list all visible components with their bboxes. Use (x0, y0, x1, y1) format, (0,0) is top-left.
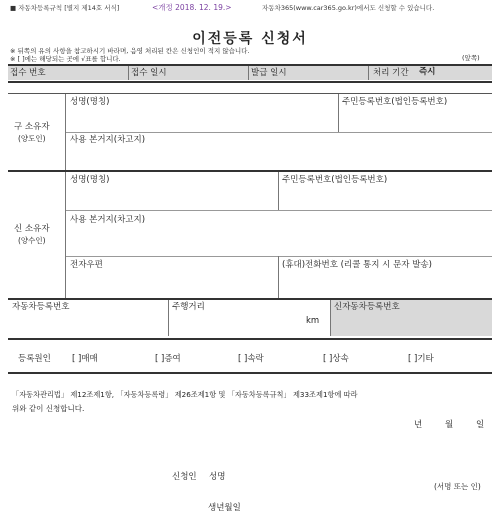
new-reg-number-label: 신자동차등록번호 (334, 302, 400, 312)
section-border (8, 170, 492, 172)
divider (65, 172, 66, 298)
new-owner-name-label: 성명(명칭) (70, 175, 110, 185)
receipt-number-label: 접수 번호 (10, 68, 46, 78)
mileage-label: 주행거리 (172, 302, 205, 312)
row-divider (66, 210, 492, 211)
new-owner-sublabel: (양수인) (18, 236, 46, 245)
online-note: 자동차365(www.car365.go.kr)에서도 신청할 수 있습니다. (262, 4, 435, 12)
reason-option-gift[interactable] (155, 354, 181, 364)
vehicle-reg-number-label: 자동차등록번호 (12, 302, 70, 312)
checkbox[interactable]: [ ] (323, 354, 333, 364)
section-border (8, 93, 492, 94)
sign-note: (서명 또는 인) (434, 482, 481, 491)
birth-date-label: 생년월일 (208, 503, 241, 513)
former-owner-address-label: 사용 본거지(차고지) (70, 135, 146, 145)
new-owner-email-label: 전자우편 (70, 260, 103, 270)
option-label: 증여 (164, 354, 181, 364)
month-label: 월 (445, 420, 454, 430)
checkbox[interactable]: [ ] (238, 354, 248, 364)
note-shading: ※ 뒤쪽의 유의 사항을 참고하시기 바라며, 음영 처리된 칸은 신청인이 적지 않습니다. (10, 47, 250, 55)
option-label: 속락 (247, 354, 264, 364)
divider (278, 256, 279, 298)
reason-label: 등록원인 (18, 354, 51, 364)
section-border (8, 338, 492, 340)
checkbox[interactable]: [ ] (72, 354, 82, 364)
new-owner-label: 신 소유자 (14, 224, 50, 234)
former-owner-name-label: 성명(명칭) (70, 97, 110, 107)
declaration-text: 「자동차관리법」 제12조제1항, 「자동차등록령」 제26조제1항 및 「자동차등록규칙」 제33조제1항에 따라 (12, 390, 358, 399)
note-checkbox: ※ [ ]에는 해당되는 곳에 √표를 합니다. (10, 55, 121, 63)
divider (248, 66, 249, 80)
checkbox[interactable]: [ ] (155, 354, 165, 364)
section-border (8, 372, 492, 374)
divider (128, 66, 129, 80)
former-owner-sublabel: (양도인) (18, 134, 46, 143)
new-owner-phone-label: (휴대)전화번호 (리콜 통지 시 문자 발송) (282, 260, 432, 270)
divider (330, 300, 331, 336)
page-title: 이전등록 신청서 (192, 31, 308, 47)
reason-option-other[interactable] (408, 354, 434, 364)
receipt-bottom-border (8, 81, 492, 83)
new-owner-address-label: 사용 본거지(차고지) (70, 215, 146, 225)
divider (338, 94, 339, 132)
issue-date-label: 발급 일시 (251, 68, 287, 78)
receipt-date-label: 접수 일시 (131, 68, 167, 78)
year-label: 년 (414, 420, 423, 430)
divider (278, 172, 279, 210)
mileage-unit: km (306, 316, 320, 326)
reason-option-inheritance[interactable] (323, 354, 349, 364)
row-divider (66, 256, 492, 257)
former-owner-id-label: 주민등록번호(법인등록번호) (342, 97, 448, 107)
new-owner-id-label: 주민등록번호(법인등록번호) (282, 175, 388, 185)
applicant-label: 신청인 (172, 472, 197, 482)
option-label: 기타 (417, 354, 434, 364)
row-divider (66, 132, 492, 133)
applicant-name-label: 성명 (209, 472, 226, 482)
reason-option-sale[interactable] (72, 354, 98, 364)
processing-period-label: 처리 기간 (373, 68, 409, 78)
reason-option-auction[interactable] (238, 354, 264, 364)
declaration-text-2: 위와 같이 신청합니다. (12, 404, 85, 413)
divider (168, 300, 169, 336)
day-label: 일 (476, 420, 485, 430)
form-reference: ■ 자동차등록규칙 [별지 제14호 서식] (10, 4, 120, 12)
option-label: 상속 (332, 354, 349, 364)
checkbox[interactable]: [ ] (408, 354, 418, 364)
front-side-label: (앞쪽) (462, 54, 480, 62)
revision-date: <개정 2018. 12. 19.> (152, 3, 232, 12)
processing-period-value: 즉시 (419, 67, 436, 77)
option-label: 매매 (81, 354, 98, 364)
former-owner-label: 구 소유자 (14, 122, 50, 132)
divider (368, 66, 369, 80)
